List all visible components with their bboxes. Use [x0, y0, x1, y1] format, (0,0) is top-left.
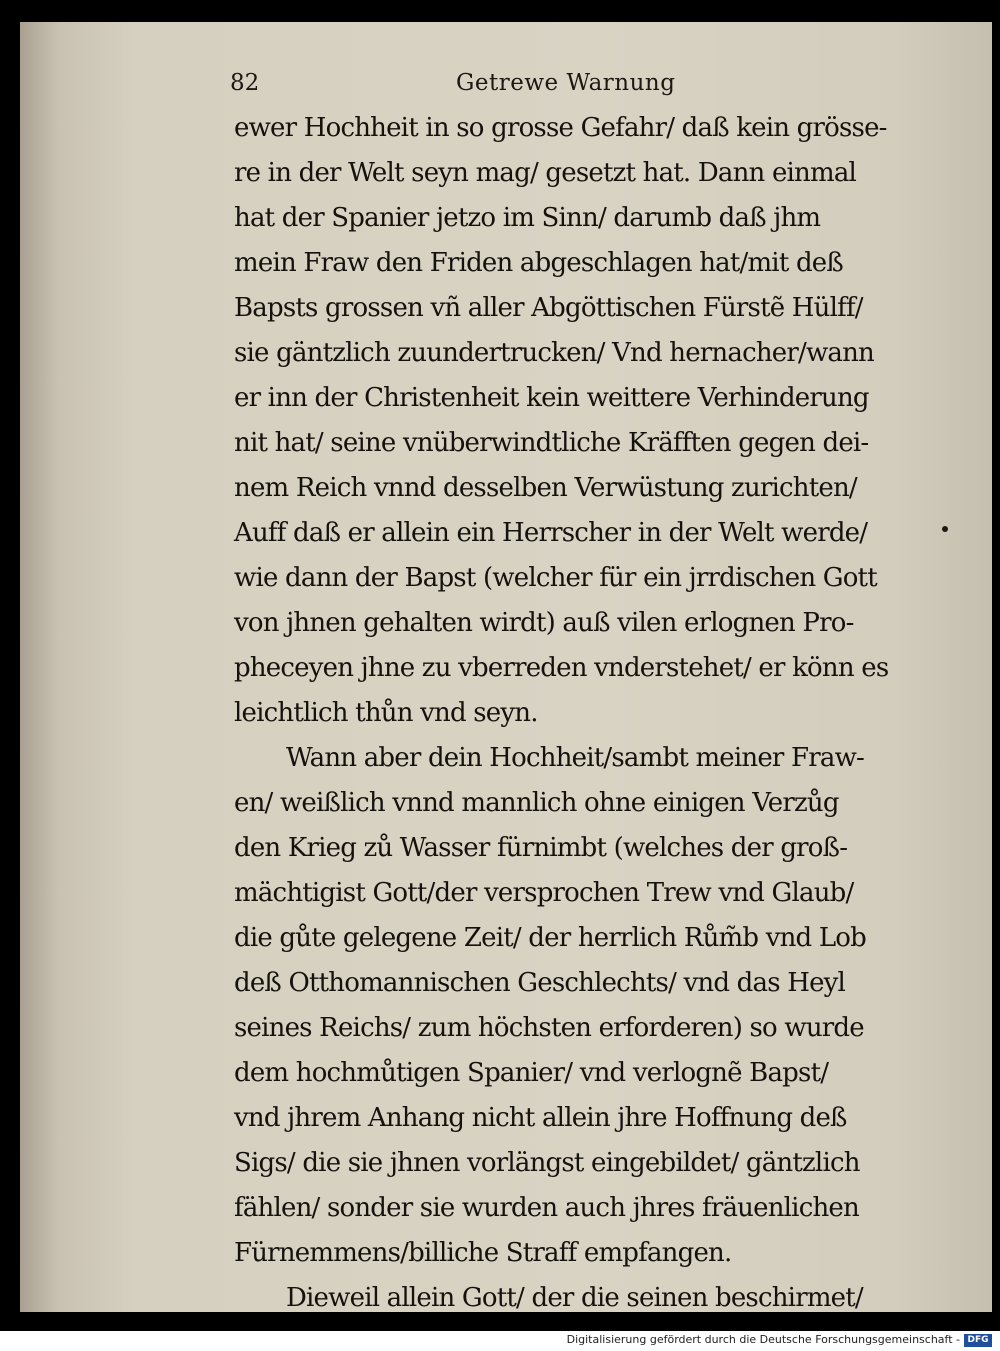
text-line: seines Reichs/ zum höchsten erforderen) so wurde: [234, 1013, 864, 1043]
text-line: ewer Hochheit in so grosse Gefahr/ daß kein grösse-: [234, 113, 887, 143]
dfg-logo: DFG: [964, 1334, 992, 1347]
footer-bar: [0, 1331, 1000, 1351]
text-line: dem hochmůtigen Spanier/ vnd verlognẽ Bapst/: [234, 1058, 829, 1088]
text-line: wie dann der Bapst (welcher für ein jrrdischen Gott: [234, 563, 877, 593]
paragraph-start-line: Wann aber dein Hochheit/sambt meiner Fraw-: [286, 743, 865, 773]
text-line: mein Fraw den Friden abgeschlagen hat/mit deß: [234, 248, 843, 278]
text-line: leichtlich thůn vnd seyn.: [234, 698, 538, 728]
text-line: die gůte gelegene Zeit/ der herrlich Rům̃b vnd Lob: [234, 923, 867, 953]
text-line: nit hat/ seine vnüberwindtliche Kräfften gegen dei-: [234, 428, 869, 458]
text-line: vnd jhrem Anhang nicht allein jhre Hoffnung deß: [234, 1103, 847, 1133]
text-line: hat der Spanier jetzo im Sinn/ darumb daß jhm: [234, 203, 821, 233]
text-line: nem Reich vnnd desselben Verwüstung zurichten/: [234, 473, 857, 503]
text-line: mächtigist Gott/der versprochen Trew vnd Glaub/: [234, 878, 854, 908]
text-line: sie gäntzlich zuundertrucken/ Vnd hernacher/wann: [234, 338, 874, 368]
body-text: [234, 106, 924, 1312]
text-line: Bapsts grossen vñ aller Abgöttischen Fürstẽ Hülff/: [234, 293, 863, 323]
page-header: [230, 70, 750, 104]
text-line: den Krieg zů Wasser fürnimbt (welches der groß-: [234, 833, 848, 863]
text-line: Sigs/ die sie jhnen vorlängst eingebildet/ gäntzlich: [234, 1148, 860, 1178]
margin-mark: [942, 526, 948, 532]
text-line: Auff daß er allein ein Herrscher in der Welt werde/: [234, 518, 868, 548]
text-line: pheceyen jhne zu vberreden vnderstehet/ er könn es: [234, 653, 889, 683]
running-title: Getrewe Warnung: [456, 70, 676, 96]
text-line: re in der Welt seyn mag/ gesetzt hat. Dann einmal: [234, 158, 857, 188]
text-line: er inn der Christenheit kein weittere Verhinderung: [234, 383, 869, 413]
text-line: Fürnemmens/billiche Straff empfangen.: [234, 1238, 732, 1268]
text-line: en/ weißlich vnnd mannlich ohne einigen Verzůg: [234, 788, 839, 818]
page-number: 82: [230, 70, 260, 96]
text-line: fählen/ sonder sie wurden auch jhres fräuenlichen: [234, 1193, 859, 1223]
funding-notice: Digitalisierung gefördert durch die Deutsche Forschungsgemeinschaft -: [566, 1333, 960, 1346]
text-line: deß Otthomannischen Geschlechts/ vnd das Heyl: [234, 968, 846, 998]
text-line: von jhnen gehalten wirdt) auß vilen erlognen Pro-: [234, 608, 854, 638]
book-page: [20, 22, 992, 1312]
paragraph-start-line: Dieweil allein Gott/ der die seinen beschirmet/: [286, 1283, 863, 1312]
